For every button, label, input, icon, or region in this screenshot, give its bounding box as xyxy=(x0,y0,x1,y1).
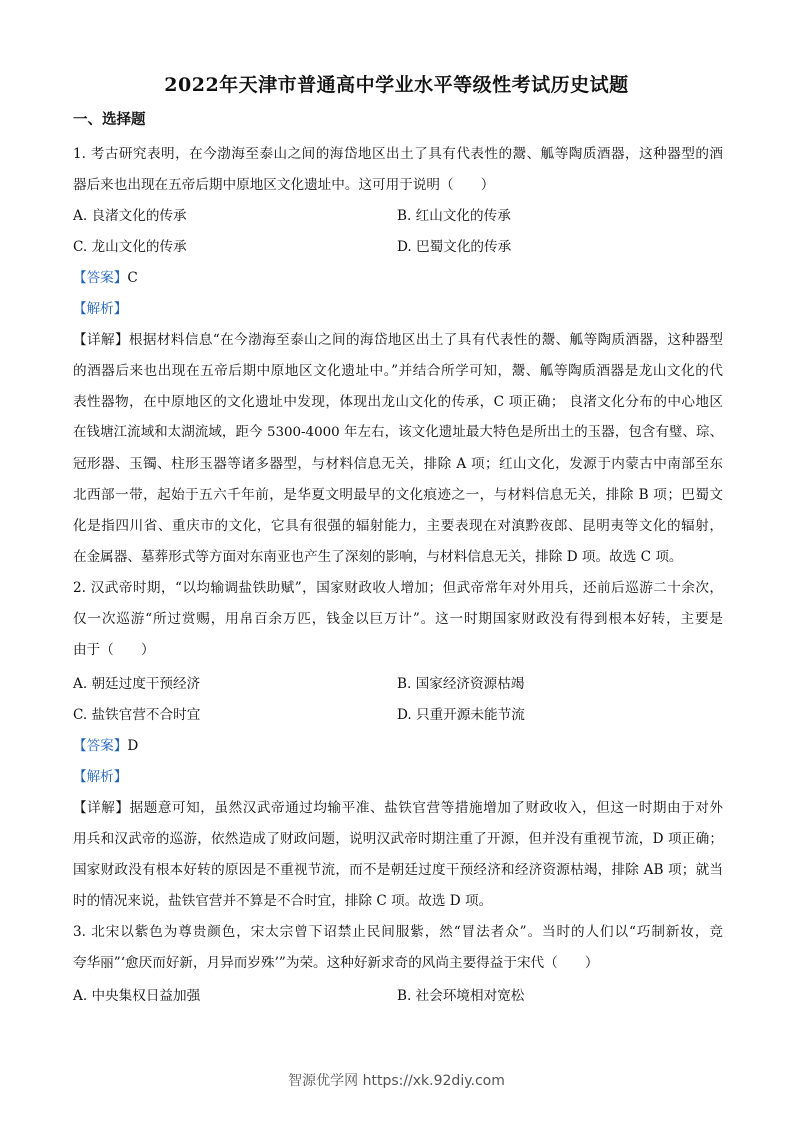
q2-analysis-label: 【解析】 xyxy=(73,769,128,785)
q3-stem-line: 3. 北宋以紫色为尊贵颜色，宋太宗曾下诏禁止民间服紫，然“冒法者众”。当时的人们以“巧制新妆，竞 xyxy=(73,924,723,940)
q2-stem-line: 2. 汉武帝时期，“以均输调盐铁助赋”，国家财政收人增加；但武帝常年对外用兵，还前后巡游二十余次， xyxy=(73,580,723,596)
q1-detail-line: 的酒器后来也出现在五帝后期中原地区文化遗址中。”并结合所学可知，鬶、觚等陶质酒器是龙山文化的代 xyxy=(73,363,723,379)
q3-stem-line: 夸华丽”‘愈厌而好新，月异而岁殊’”为荣。这种好新求奇的风尚主要得益于宋代（ ） xyxy=(73,955,599,971)
answer-label: 【答案】 xyxy=(73,738,128,754)
q1-answer xyxy=(73,266,138,286)
q1-detail-line: 【详解】根据材料信息“在今渤海至泰山之间的海岱地区出土了具有代表性的鬶、觚等陶质酒器，这种器型 xyxy=(73,332,723,348)
q2-option-b: B. 国家经济资源枯竭 xyxy=(397,676,525,692)
q1-option-b: B. 红山文化的传承 xyxy=(397,208,511,224)
q1-detail-line: 冠形器、玉镯、柱形玉器等诸多器型，与材料信息无关，排除 A 项；红山文化，发源于内蒙古中南部至东 xyxy=(73,456,723,472)
q1-detail-line: 在金属器、墓葬形式等方面对东南亚也产生了深刻的影响，与材料信息无关，排除 D 项。故选 C 项。 xyxy=(73,549,683,565)
q1-detail-line: 在钱塘江流域和太湖流域，距今 5300-4000 年左右，该文化遗址最大特色是所出土的玉器，包含有璧、琮、 xyxy=(73,425,723,440)
q3-option-b: B. 社会环境相对宽松 xyxy=(397,988,525,1004)
q2-detail-line: 时的情况来说，盐铁官营并不算是不合时宜，排除 C 项。故选 D 项。 xyxy=(73,893,493,909)
footer-watermark: 智源优学网 https://xk.92diy.com xyxy=(288,1073,505,1089)
q1-detail-line: 化是指四川省、重庆市的文化，它具有很强的辐射能力，主要表现在对滇黔夜郎、昆明夷等文化的辐射， xyxy=(73,518,723,534)
q1-stem-line: 1. 考古研究表明，在今渤海至泰山之间的海岱地区出土了具有代表性的鬶、觚等陶质酒器，这种器型的酒 xyxy=(73,146,723,162)
q2-detail-line: 用兵和汉武帝的巡游，依然造成了财政问题，说明汉武帝时期注重了开源，但并没有重视节流，D 项正确； xyxy=(73,831,723,847)
q2-detail-line: 国家财政没有根本好转的原因是不重视节流，而不是朝廷过度干预经济和经济资源枯竭，排除 AB 项；就当 xyxy=(73,862,723,878)
q2-option-a: A. 朝廷过度干预经济 xyxy=(73,676,201,692)
q1-option-a: A. 良渚文化的传承 xyxy=(73,208,187,224)
q2-detail-line: 【详解】据题意可知，虽然汉武帝通过均输平准、盐铁官营等措施增加了财政收入，但这一时期由于对外 xyxy=(73,800,723,816)
q2-answer xyxy=(73,734,138,754)
q1-option-d: D. 巴蜀文化的传承 xyxy=(397,239,512,255)
page-title: 2022年天津市普通高中学业水平等级性考试历史试题 xyxy=(164,74,629,96)
answer-label: 【答案】 xyxy=(73,270,128,286)
q1-analysis-label: 【解析】 xyxy=(73,301,128,317)
q2-option-d: D. 只重开源未能节流 xyxy=(397,707,525,723)
q1-detail-line: 表性器物，在中原地区的文化遗址中发现，体现出龙山文化的传承，C 项正确； 良渚文化分布的中心地区 xyxy=(73,394,723,410)
q1-detail-line: 北西部一带，起始于五六千年前，是华夏文明最早的文化痕迹之一，与材料信息无关，排除 B 项；巴蜀文 xyxy=(73,487,723,503)
q3-option-a: A. 中央集权日益加强 xyxy=(73,988,201,1004)
section-heading: 一、选择题 xyxy=(73,111,146,128)
q2-stem-line: 仅一次巡游“所过赏赐，用帛百余万匹，钱金以巨万计”。这一时期国家财政没有得到根本好转，主要是 xyxy=(73,611,723,627)
q1-stem-line: 器后来也出现在五帝后期中原地区文化遗址中。这可用于说明（ ） xyxy=(73,177,495,193)
q2-stem-line: 由于（ ） xyxy=(73,642,155,658)
q2-option-c: C. 盐铁官营不合时宜 xyxy=(73,707,201,723)
answer-value: D xyxy=(127,738,139,754)
q1-option-c: C. 龙山文化的传承 xyxy=(73,239,187,255)
answer-value: C xyxy=(127,270,138,286)
